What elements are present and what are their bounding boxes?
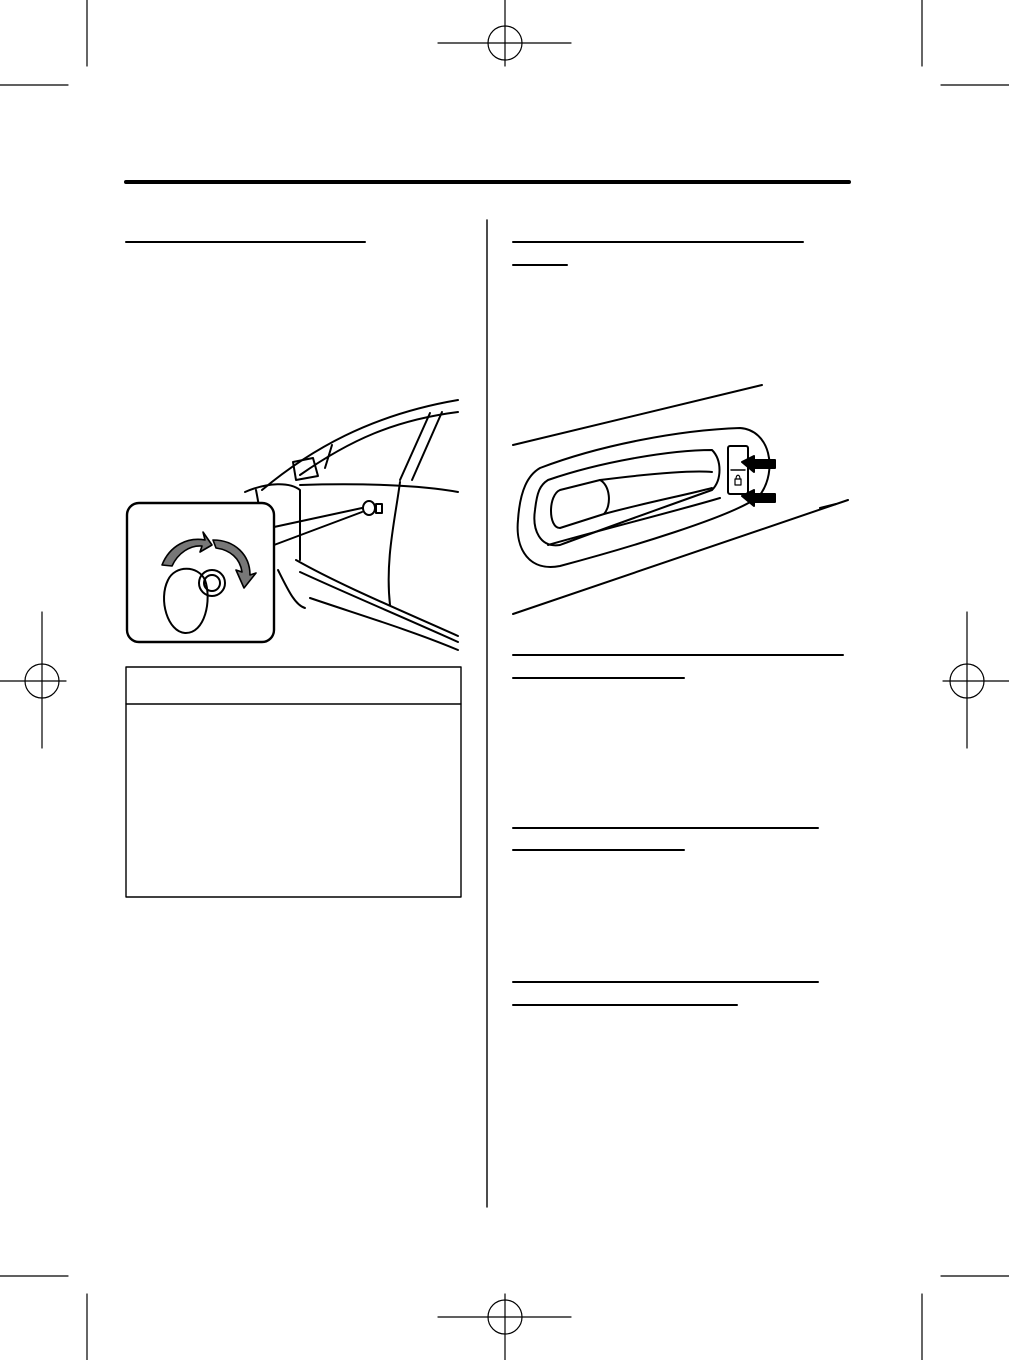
door-lock-switch-illustration — [513, 385, 848, 614]
registration-mark-bottom — [438, 1294, 571, 1360]
registration-mark-left — [0, 612, 66, 748]
registration-mark-right — [943, 612, 1009, 748]
registration-mark-top — [438, 0, 571, 66]
key-cylinder-illustration — [127, 400, 458, 650]
note-box — [126, 667, 461, 897]
